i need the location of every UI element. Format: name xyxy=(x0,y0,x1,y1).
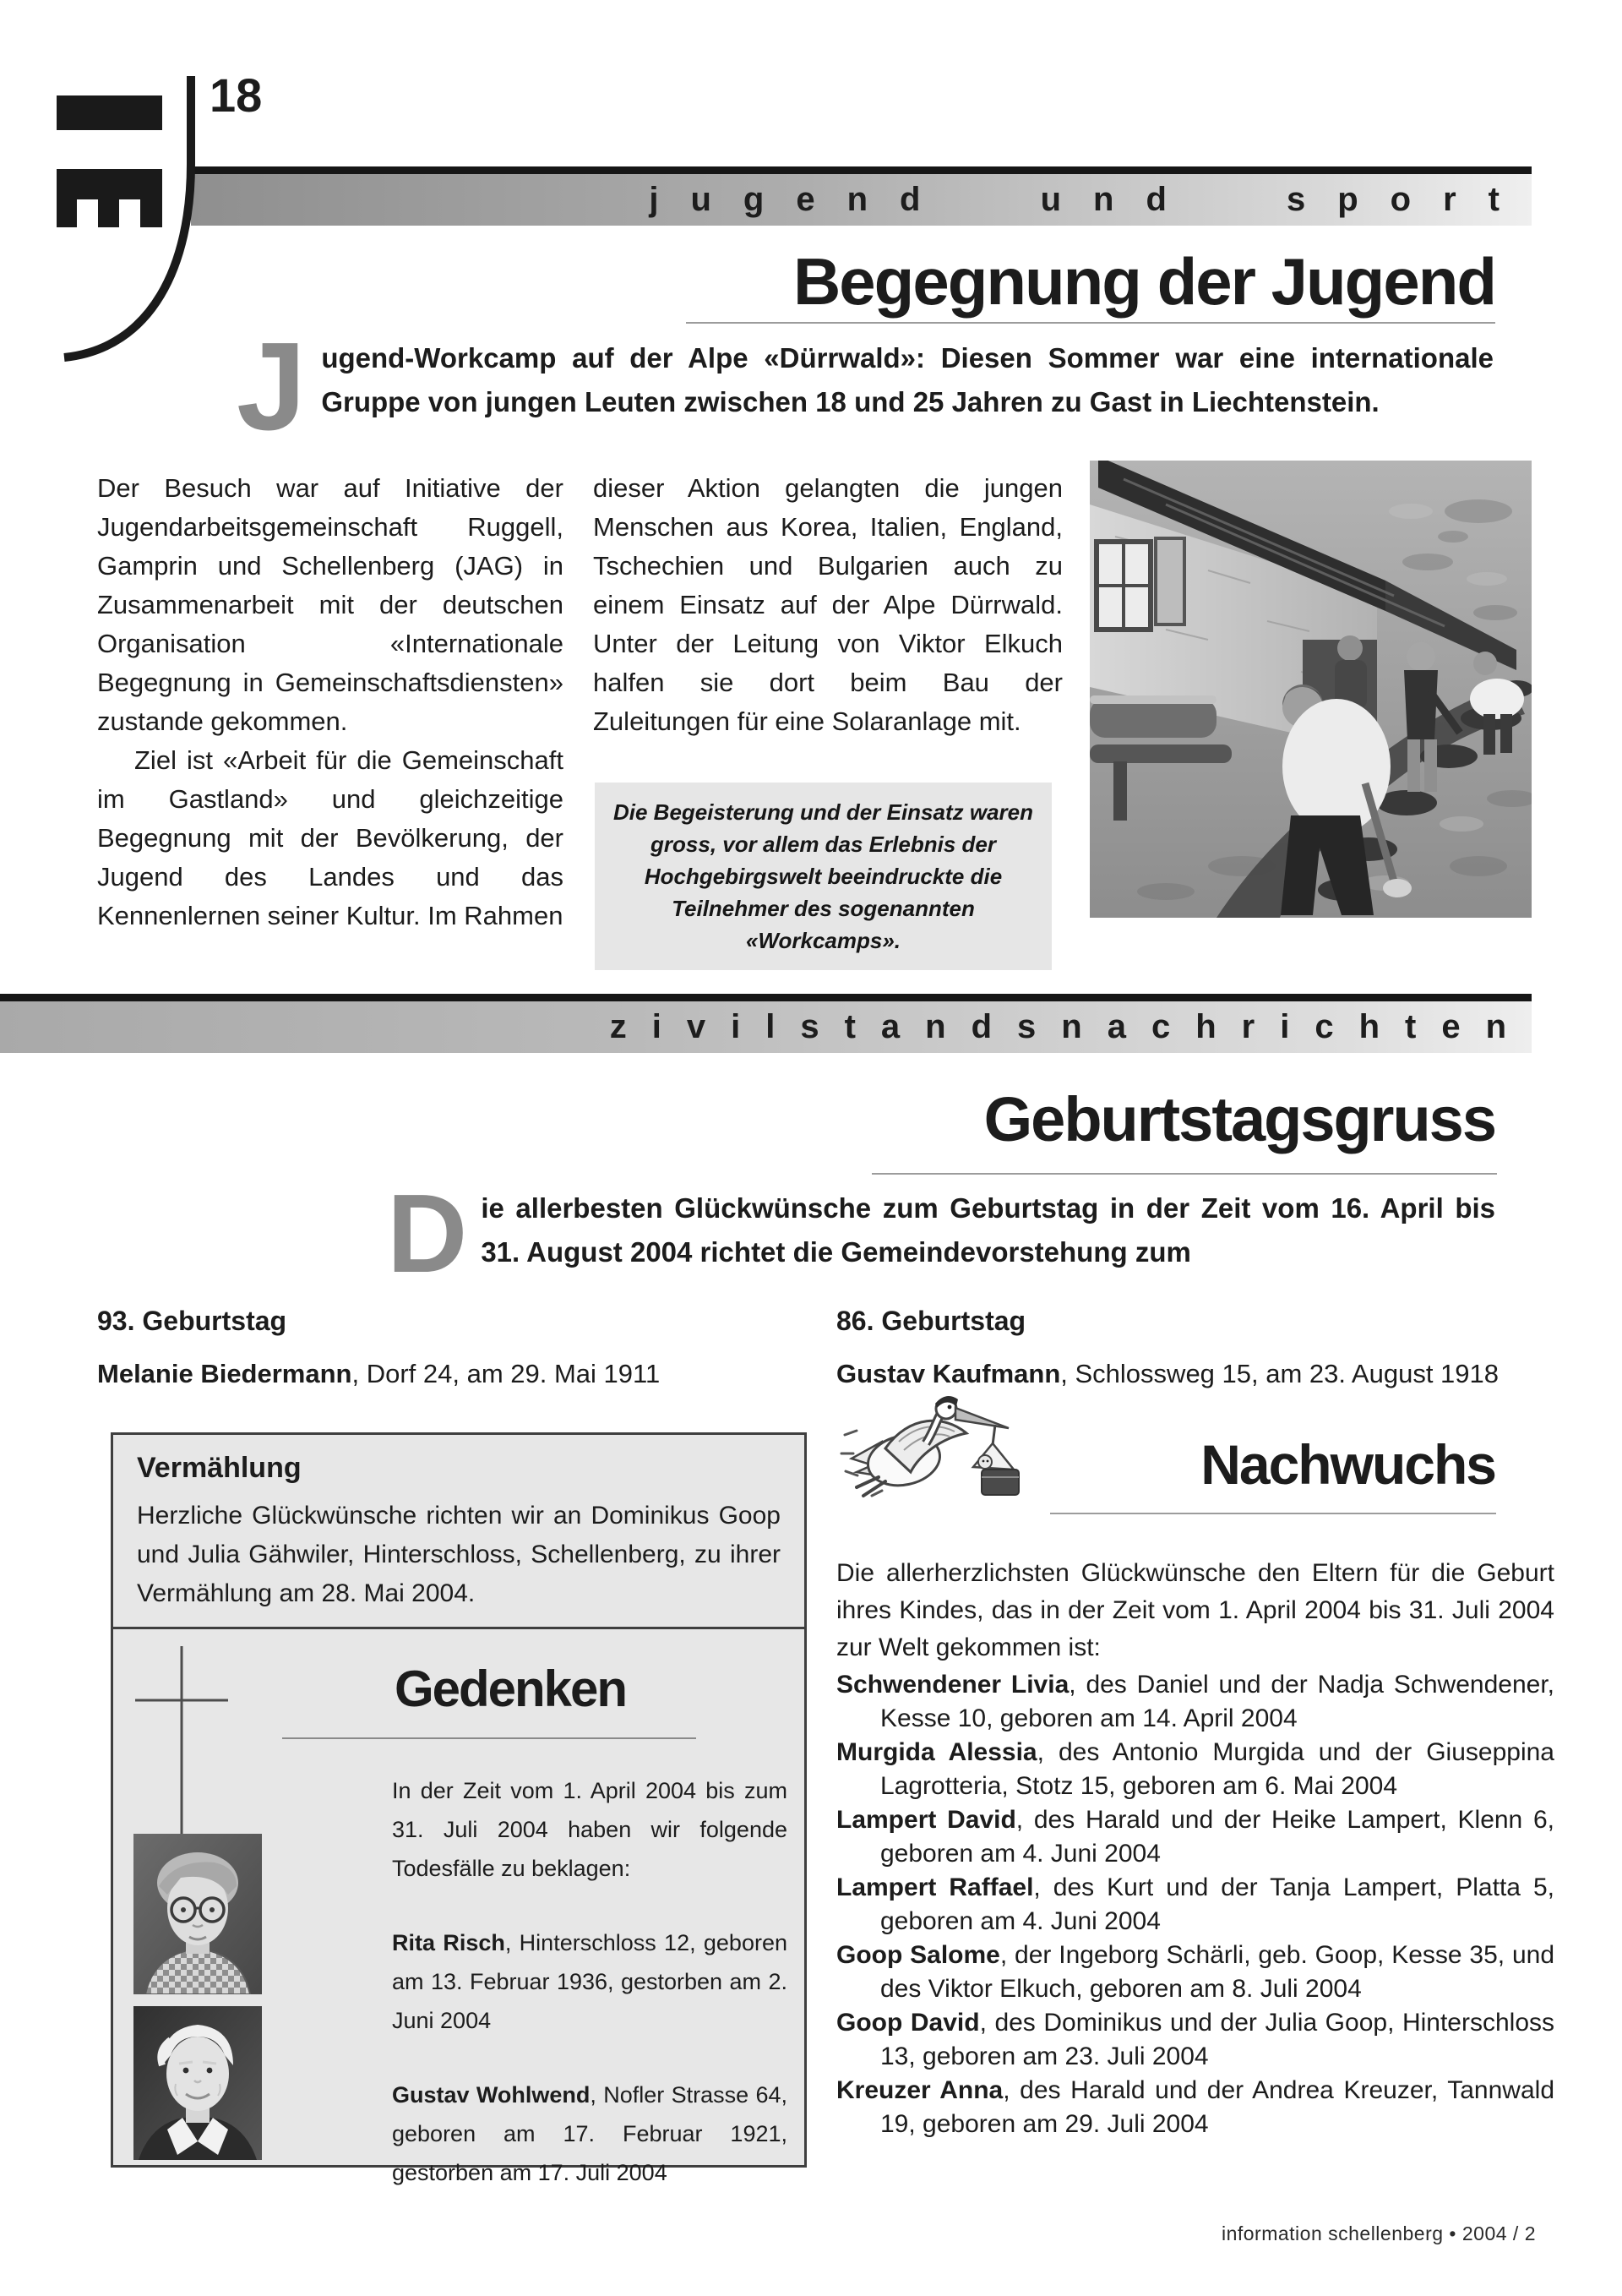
paragraph: dieser Aktion gelangten die jungen Menschen aus Korea, Italien, England, Tschechien und Bulgarien auch zu einem Einsatz auf der Alpe Dürrwald. Unter der Leitung von Viktor Elkuch halfen sie dort beim Bau der Zuleitungen für eine Solaranlage mit. xyxy=(593,473,1063,736)
birth-entry: Goop David, des Dominikus und der Julia Goop, Hinterschloss 13, geboren am 23. Juli 2004 xyxy=(836,2009,1555,2070)
memorial-entry: Gustav Wohlwend, Nofler Strasse 64, geboren am 17. Februar 1921, gestorben am 17. Juli 2004 xyxy=(392,2082,787,2185)
log-trough xyxy=(1090,699,1216,738)
birthday-entry: Gustav Kaufmann, Schlossweg 15, am 23. August 1918 xyxy=(836,1359,1500,1388)
title-geburtstagsgruss: Geburtstagsgruss xyxy=(983,1084,1495,1154)
title-underline xyxy=(1050,1513,1496,1514)
memorial-box xyxy=(111,1627,807,2185)
memorial-cross-icon xyxy=(133,1644,231,1856)
article-lead xyxy=(237,317,1494,456)
wedding-title: Vermählung xyxy=(137,1452,302,1484)
title-underline xyxy=(282,1737,696,1739)
birth-entry: Murgida Alessia, des Antonio Murgida und der Giuseppina Lagrotteria, Stotz 15, geboren am 6. Mai 2004 xyxy=(836,1738,1554,1800)
title-nachwuchs: Nachwuchs xyxy=(1200,1433,1495,1496)
memorial-intro: In der Zeit vom 1. April 2004 bis zum 31. Juli 2004 haben wir folgende Todesfälle zu beklagen: xyxy=(392,1778,787,1881)
birthday-heading-86: 86. Geburtstag xyxy=(836,1306,1026,1336)
memorial-text xyxy=(392,1771,787,2192)
banner-topline xyxy=(0,994,1532,1001)
lead-text: ie allerbesten Glückwünsche zum Geburtstag in der Zeit vom 16. April bis 31. August 2004 richtet die Gemeindevorstehung zum xyxy=(481,1192,1495,1268)
workcamp-photo xyxy=(1090,461,1532,918)
wedding-text: Herzliche Glückwünsche richten wir an Dominikus Goop und Julia Gähwiler, Hinterschloss, Schellenberg, zu ihrer Vermählung am 28. Mai 2004. xyxy=(137,1502,781,1607)
article-title-begegnung-der-jugend: Begegnung der Jugend xyxy=(792,244,1495,319)
births-intro: Die allerherzlichsten Glückwünsche den Eltern für die Geburt ihres Kindes, das in der Zeit vom 1. April 2004 bis 31. Juli 2004 zur Welt gekommen ist: xyxy=(836,1559,1554,1661)
title-underline xyxy=(872,1173,1497,1175)
title-gedenken: Gedenken xyxy=(394,1661,627,1717)
title-underline xyxy=(686,322,1495,324)
article-column-2 xyxy=(593,469,1063,741)
birth-entry: Schwendener Livia, des Daniel und der Nadja Schwendener, Kesse 10, geboren am 14. April 2004 xyxy=(836,1671,1554,1732)
birth-entry: Kreuzer Anna, des Harald und der Andrea Kreuzer, Tannwald 19, geboren am 29. Juli 2004 xyxy=(836,2076,1554,2138)
memorial-entry: Rita Risch, Hinterschloss 12, geboren am 13. Februar 1936, gestorben am 2. Juni 2004 xyxy=(392,1930,787,2033)
banner-topline xyxy=(191,166,1532,174)
births-list xyxy=(836,1555,1554,2141)
footer-pubinfo: information schellenberg • 2004 / 2 xyxy=(1221,2222,1536,2244)
birthday-entry: Melanie Biedermann, Dorf 24, am 29. Mai 1911 xyxy=(97,1359,661,1388)
banner-gradient-bar xyxy=(0,1001,1532,1053)
banner-label: jugend und sport xyxy=(649,181,1532,218)
birth-entry: Lampert Raffael, des Kurt und der Tanja Lampert, Platta 5, geboren am 4. Juni 2004 xyxy=(836,1873,1554,1935)
hut-shutter xyxy=(1156,538,1184,624)
callout-box: Die Begeisterung und der Einsatz waren gross, vor allem das Erlebnis der Hochgebirgswelt beeindruckte die Teilnehmer des sogenannten «Workcamps». xyxy=(595,783,1052,970)
banner-label: zivilstandsnachrichten xyxy=(609,1008,1532,1045)
section-banner-zivilstandsnachrichten xyxy=(0,994,1532,1053)
wedding-box xyxy=(111,1432,807,1633)
portrait-photo-rita-risch xyxy=(133,1834,262,1994)
article-column-1 xyxy=(97,469,563,935)
lead-text: ugend-Workcamp auf der Alpe «Dürrwald»: Diesen Sommer war eine internationale Gruppe von jungen Leuten zwischen 18 und 25 Jahren zu Gast in Liechtenstein. xyxy=(321,342,1494,417)
dropcap-D: D xyxy=(387,1171,468,1295)
stork-beak xyxy=(955,1408,1009,1428)
birthday-heading-93: 93. Geburtstag xyxy=(97,1306,287,1336)
birth-entry: Goop Salome, der Ingeborg Schärli, geb. Goop, Kesse 35, und des Viktor Elkuch, geboren am 8. Juli 2004 xyxy=(836,1941,1555,2003)
portrait-photo-gustav-wohlwend xyxy=(133,2006,262,2160)
page-number: 18 xyxy=(210,68,263,122)
information-schellenberg-logo-icon xyxy=(51,69,270,365)
paragraph: Ziel ist «Arbeit für die Gemeinschaft im Gastland» und gleichzeitige Begegnung mit der Bevölkerung, der Jugend des Landes und das Kennenlernen seiner Kultur. Im Rahmen xyxy=(97,745,563,930)
birthday-lead xyxy=(387,1171,1495,1295)
banner-gradient-bar xyxy=(191,174,1532,226)
birth-entry: Lampert David, des Harald und der Heike Lampert, Klenn 6, geboren am 4. Juni 2004 xyxy=(836,1806,1554,1868)
section-banner-jugend-und-sport xyxy=(191,166,1532,226)
dropcap-J: J xyxy=(237,317,307,456)
paragraph: Der Besuch war auf Initiative der Jugendarbeitsgemeinschaft Ruggell, Gamprin und Schellenberg (JAG) in Zusammenarbeit mit der deutschen Organisation «Internationale Begegnung in Gemeinschaftsdiensten» zustande gekommen. xyxy=(97,473,563,736)
